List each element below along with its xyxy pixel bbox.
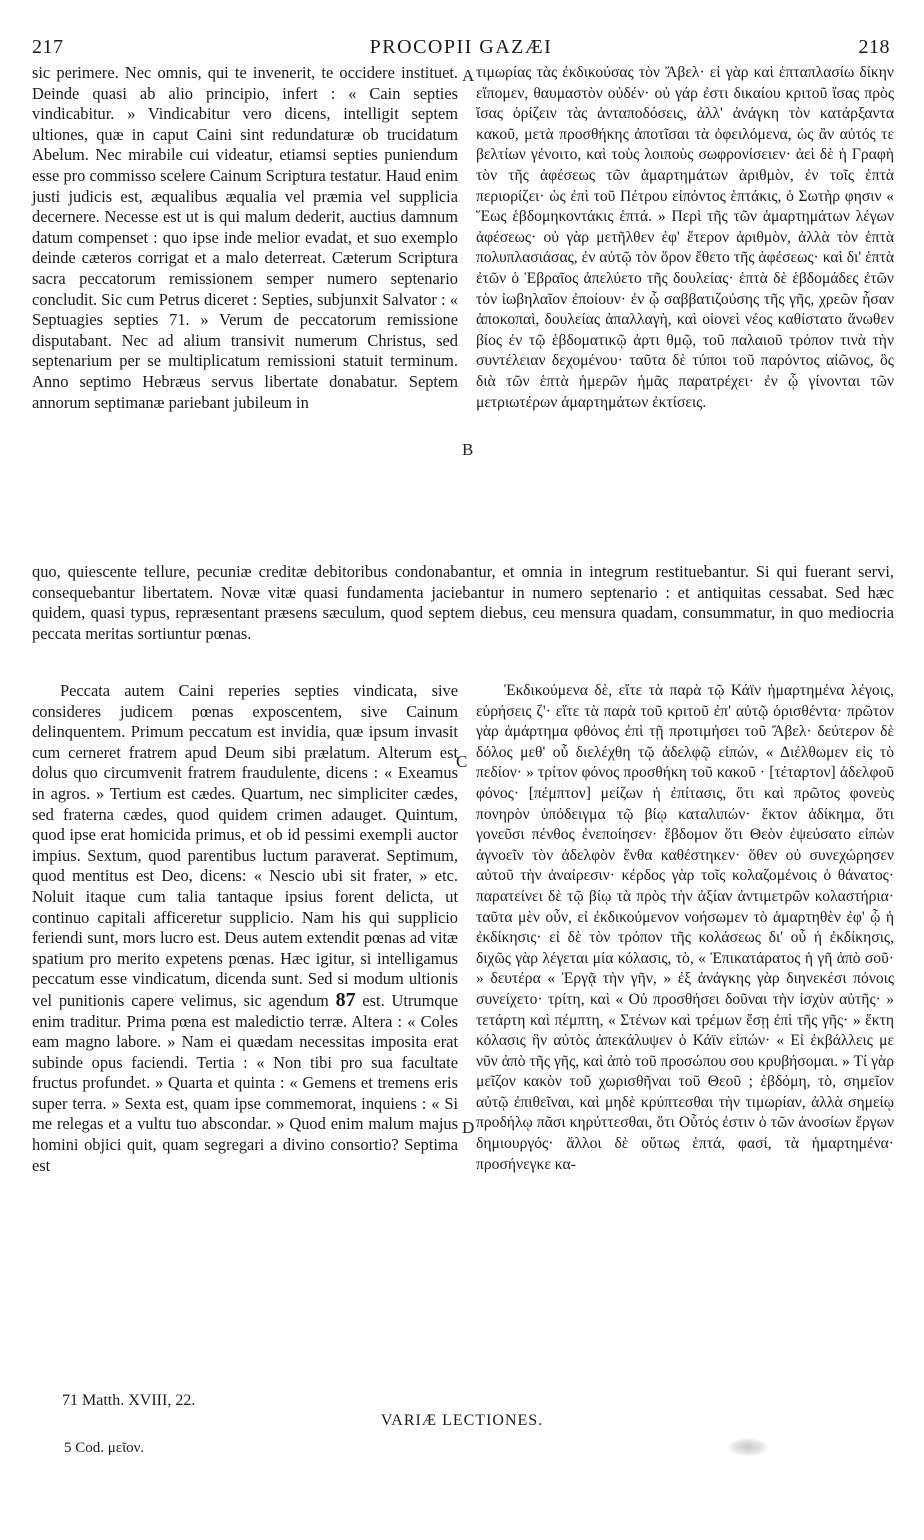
greek-column-bottom [476,681,894,1175]
latin-column-bottom [32,681,458,1176]
latin-text: Peccata autem Caini reperies septies vindicata, sive consideres judicem pœnas exposcentem, sive Cainum delinquentem. Primum peccatum est invidia, quæ ipsum invasit cum cerneret fratrem apud Deum sibi prælatum. Alterum est dolus quo circumvenit fratrem fraudulente, dicens : « Exeamus in agros. » Tertium est cædes. Quartum, nec simpliciter cædes, sed fraterna cædes, quod quidem crimen adauget. Quintum, quod ipse erat homicida primus, et ob id pessimi exempli auctor impius. Sextum, quod parentibus luctum paraverat. Septimum, quod mentitus est Deo, dicens: « Nescio ubi sit frater, » etc. Noluit itaque cum talia tantaque ipsius forent delicta, ut continuo capitali afficeretur supplicio. Nam his qui supplicio feriendi sunt, mors lucro est. Deus autem extendit pœnas ad vitæ spatium pro merito expetens pœnas. Hæc igitur, si intelligamus peccatum esse vindicatum, dicenda sunt. Sed si modum ultionis vel punitionis capere velimus, sic agendum [32,681,458,1010]
latin-paragraph [32,681,458,1176]
latin-text: est. Utrumque enim traditur. Prima pœna est maledictio terræ. Altera : « Coles eam magno labore. » Nam ei quædam necessitas imposita erat subinde opus faciendi. Tertia : « Non tibi pro sua facultate fructus profundet. » Quarta et quinta : « Gemens et tremens eris super terra. » Sexta est, quam ipse commemorat, inquiens : « Si me relegas et a vultu tuo abscondar. » Quod enim malum majus homini objici quit, quam segregari a divino consortio? Septima est [32,990,458,1175]
ink-smudge [728,1438,768,1456]
variae-lectiones-heading: VARIÆ LECTIONES. [380,1412,544,1429]
page-header [32,36,890,62]
latin-column-top [32,63,458,413]
margin-letter-a: A [462,66,475,85]
running-title: PROCOPII GAZÆI [369,36,553,58]
page-number-right: 218 [858,36,890,58]
margin-letter-d: D [462,1118,475,1137]
margin-letter-b: B [462,440,474,459]
column-marker: 87 [335,988,356,1011]
latin-full-width [32,562,894,644]
greek-paragraph: Ἐκδικούμενα δὲ, εἴτε τὰ παρὰ τῷ Κάϊν ἡμαρτημένα λέγοις, εὑρήσεις ζ'· εἴτε τὰ παρὰ τοῦ κριτοῦ ἐπ' αὐτῷ ὁρισθέντα· πρῶτον γὰρ ἁμάρτημα φθόνος ἐπὶ τῇ προτιμήσει τοῦ Ἄβελ· δεύτερον δὲ δόλος μεθ' οὗ διελέχθη τῷ ἀδελφῷ εἰπών, « Διέλθωμεν εἰς τὸ πεδίον· » τρίτον φόνος προσθήκη τοῦ κακοῦ · [τέταρτον] ἀδελφοῦ φόνος· [πέμπτον] μείζων ἡ ἐπίτασις, ὅτι καὶ πρῶτος φονεὺς πονηρὸν ὑπόδειγμα τῷ βίῳ καταλιπών· ἕκτον ἀδίκημα, ὅτι γονεῦσι πένθος ἐνεποίησεν· ἕβδομον ὅτι Θεὸν ἐψεύσατο εἰπὼν ἀγνοεῖν τὸν ἀδελφὸν ἔνθα καθέστηκεν· ὅθεν οὐ συνεχώρησεν αὐτοῦ τὴν ἀναίρεσιν· κέρδος γὰρ τοῖς κολαζομένοις ὁ θάνατος· παρατείνει δὲ τῷ βίῳ τὰ πρὸς τὴν ἀξίαν ἀντιμετρῶν κολαστήρια· ταῦτα μὲν οὖν, εἰ ἐκδικούμενον νοήσωμεν τὸ ἁμαρτηθὲν ἐφ' ᾧ ἡ ἐκδίκησις· εἰ δὲ τὸν τρόπον τῆς κολάσεως δι' οὗ ἡ ἐκδίκησις, διχῶς γὰρ λέγεται μία κόλασις, τὸ, « Ἐπικατάρατος ἡ γῆ ἀπὸ σοῦ· » δευτέρα « Ἐργᾷ τὴν γῆν, » ἐξ ἀνάγκης γὰρ διηνεκέσι πόνοις συνείχετο· τρίτη, καὶ « Οὐ προσθήσει δοῦναι τὴν ἰσχὺν αὐτῆς· » τετάρτη καὶ πέμπτη, « Στένων καὶ τρέμων ἔσῃ ἐπὶ τῆς γῆς· » ἕκτη κόλασις ἣν αὐτὸς ἀπεκάλυψεν ὁ Κάϊν εἰπών· « Εἰ ἐκβάλλεις με νῦν ἀπὸ τῆς γῆς, καὶ ἀπὸ τοῦ προσώπου σου κρυβήσομαι. » Τί γὰρ μεῖζον κακὸν τοῦ χωρισθῆναι τοῦ Θεοῦ ; ἑβδόμη, τὸ, σημεῖον αὐτῷ ἐπιθεῖναι, καὶ μηδὲ κρύπτεσθαι τὴν τιμωρίαν, ἀλλὰ σημείῳ προδήλῳ πᾶσι κηρύττεσθαι, ὅτι Οὗτός ἐστιν ὁ τῶν ἀνοσίων ἔργων δημιουργός· ἄλλοι δὲ οὕτως ἑπτά, φασί, τὰ ἡμαρτημένα· προσήνεγκε κα- [476,682,894,1173]
variant-note: 5 Cod. μεῖον. [64,1440,145,1456]
greek-column-top [476,63,894,413]
page-number-left: 217 [32,36,64,58]
latin-paragraph: quo, quiescente tellure, pecuniæ creditæ debitoribus condonabantur, et omnia in integrum restituebantur. Si qui fuerant servi, consequebantur libertatem. Novæ vitæ quasi fundamenta jaciebantur in numero septenario : et antiquitas cessabat. Sed hæc quidem, quasi typus, repræsentant præsens sæculum, quod septem diebus, ceu mensura quadam, consummatur, in quo mediocria peccata meritas sortiuntur pœnas. [32,562,894,643]
footnote: 71 Matth. XVIII, 22. [62,1392,196,1409]
greek-paragraph: τιμωρίας τὰς ἐκδικούσας τὸν Ἄβελ· εἰ γὰρ καὶ ἑπταπλασίω δίκην εἴπομεν, θαυμαστὸν οὐδέν· οὐ γάρ ἐστι δικαίου κριτοῦ ἴσας πρὸς ἴσας ὁρίζειν τὰς ἀνταποδόσεις, ἀλλ' ἀνάγκη τὸν κατάρξαντα κακοῦ, μετὰ προσθήκης ἀποτῖσαι τὰ ὀφειλόμενα, ὡς ἂν αὐτός τε βελτίων γένοιτο, καὶ τοὺς λοιποὺς σωφρονίσειεν· ἀεὶ δὲ ἡ Γραφὴ τὸν τῆς ἀφέσεως τῶν ἁμαρτημάτων ἀριθμὸν, ἐν τοῖς ἑπτὰ περιορίζει· ὡς ἐπὶ τοῦ Πέτρου εἰπόντος ἑπτάκις, ὁ Σωτὴρ φησιν « Ἕως ἑβδομηκοντάκις ἑπτά. » Περὶ τῆς τῶν ἁμαρτημάτων λέγων ἀφέσεως· οὐ γὰρ μετῆλθεν ἐφ' ἕτερον ἀριθμὸν, ἀλλὰ τὸν ἑπτὰ πολυπλασιάσας, ἐν αὐτῷ τὸν ὅρον ἔθετο τῆς ἀφέσεως· καὶ δι' ἑπτὰ ἐτῶν ὁ Ἑβραῖος ἀπελύετο τῆς δουλείας· ἑπτὰ δὲ ἑβδομάδες ἐτῶν τὸν ἰωβηλαῖον ἐποίουν· ἐν ᾧ σαββατιζούσης τῆς γῆς, χρεῶν ἦσαν ἀποκοπαὶ, δουλείας ἀπαλλαγὴ, καὶ οἱονεὶ νέος καθίστατο ἄνωθεν βίος ἐν τῷ ἑβδοματικῷ ἀρτι θμῷ, τοῦ παλαιοῦ τρόπον τινὰ τὴν συντέλειαν δεχομένου· ταῦτα δὲ τύποι τοῦ παρόντος αἰῶνος, ὃς διὰ τῶν ἑπτὰ ἡμερῶν ἡμᾶς παρατρέχει· ἐν ᾧ γίνονται τῶν μετριωτέρων ἁμαρτημάτων ἐκτίσεις. [476,64,894,411]
margin-letter-c: C [456,752,468,771]
latin-paragraph: sic perimere. Nec omnis, qui te invenerit, te occidere instituet. Deinde quasi ab alio principio, infert : « Cain septies vindicabitur. » Vindicabitur vero dicens, intelligit septem ultiones, quæ in caput Caini sint redundaturæ ob trucidatum Abelum. Nec mirabile cui videatur, etiamsi septies puniendum esse pro commisso scelere Cainum Scriptura testatur. Haud enim justi judicis est, æqualibus æqualia vel præmia vel supplicia decernere. Necesse est ut is qui malum dederit, auctius damnum datum compenset : quo ipse inde melior evadat, et suo exemplo deinde cæteros corrigat et a malo deterreat. Cæterum Scriptura sacra peccatorum remissionem semper numero septenario concludit. Sic cum Petrus diceret : Septies, subjunxit Salvator : « Septuagies septies 71. » Verum de peccatorum remissione disputabant. Nec ad alium transivit numerum Christus, sed septenarium per se multiplicatum remissioni statuit terminum. Anno septimo Hebræus servus libertate donabatur. Septem annorum septimanæ pariebant jubileum in [32,63,458,412]
